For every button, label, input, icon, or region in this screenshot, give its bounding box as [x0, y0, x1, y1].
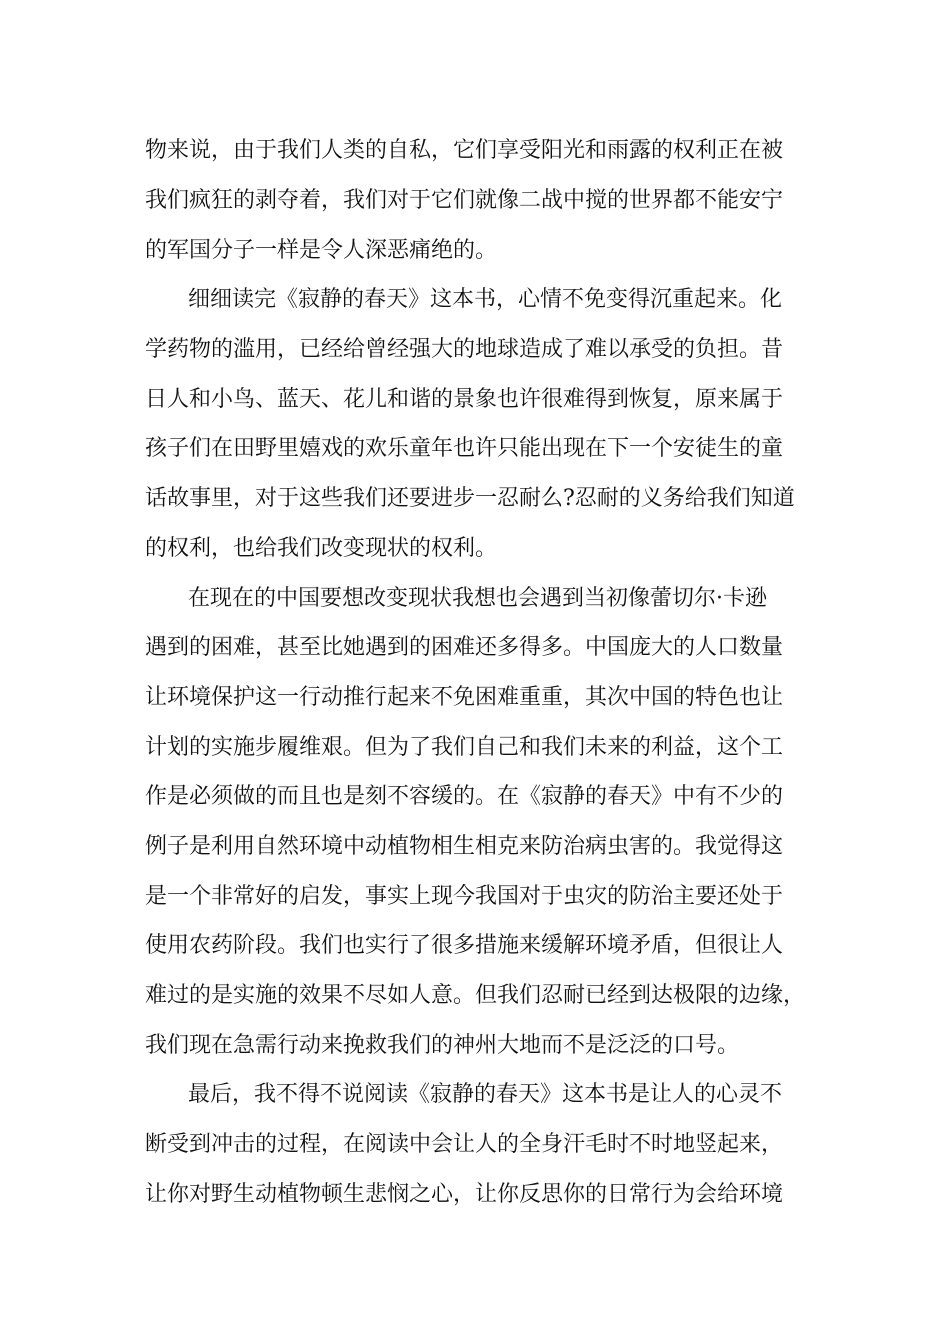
text-line: 孩子们在田野里嬉戏的欢乐童年也许只能出现在下一个安徒生的童 [145, 436, 784, 461]
text-line: 话故事里，对于这些我们还要进步一忍耐么?忍耐的义务给我们知道 [145, 486, 795, 511]
paragraph-first-line: 在现在的中国要想改变现状我想也会遇到当初像蕾切尔·卡逊 [188, 586, 767, 611]
text-line: 的军国分子一样是令人深恶痛绝的。 [145, 238, 498, 263]
text-line: 使用农药阶段。我们也实行了很多措施来缓解环境矛盾，但很让人 [145, 933, 784, 958]
text-line: 难过的是实施的效果不尽如人意。但我们忍耐已经到达极限的边缘， [145, 983, 806, 1008]
text-line: 作是必须做的而且也是刻不容缓的。在《寂静的春天》中有不少的 [145, 784, 784, 809]
text-line: 让你对野生动植物顿生悲悯之心，让你反思你的日常行为会给环境 [145, 1182, 784, 1207]
text-line: 例子是利用自然环境中动植物相生相克来防治病虫害的。我觉得这 [145, 834, 784, 859]
text-line: 让环境保护这一行动推行起来不免困难重重，其次中国的特色也让 [145, 685, 784, 710]
paragraph-first-line: 细细读完《寂静的春天》这本书，心情不免变得沉重起来。化 [188, 287, 783, 312]
text-line: 是一个非常好的启发，事实上现今我国对于虫灾的防治主要还处于 [145, 884, 784, 909]
text-line: 学药物的滥用，已经给曾经强大的地球造成了难以承受的负担。昔 [145, 337, 784, 362]
text-line: 我们疯狂的剥夺着，我们对于它们就像二战中搅的世界都不能安宁 [145, 188, 784, 213]
text-line: 断受到冲击的过程，在阅读中会让人的全身汗毛时不时地竖起来， [145, 1132, 784, 1157]
text-line: 的权利，也给我们改变现状的权利。 [145, 536, 498, 561]
text-line: 我们现在急需行动来挽救我们的神州大地而不是泛泛的口号。 [145, 1033, 740, 1058]
text-line: 遇到的困难，甚至比她遇到的困难还多得多。中国庞大的人口数量 [145, 635, 784, 660]
text-line: 日人和小鸟、蓝天、花儿和谐的景象也许很难得到恢复，原来属于 [145, 387, 784, 412]
text-line: 计划的实施步履维艰。但为了我们自己和我们未来的利益，这个工 [145, 735, 784, 760]
paragraph-first-line: 最后，我不得不说阅读《寂静的春天》这本书是让人的心灵不 [188, 1082, 783, 1107]
text-line: 物来说，由于我们人类的自私，它们享受阳光和雨露的权利正在被 [145, 138, 784, 163]
